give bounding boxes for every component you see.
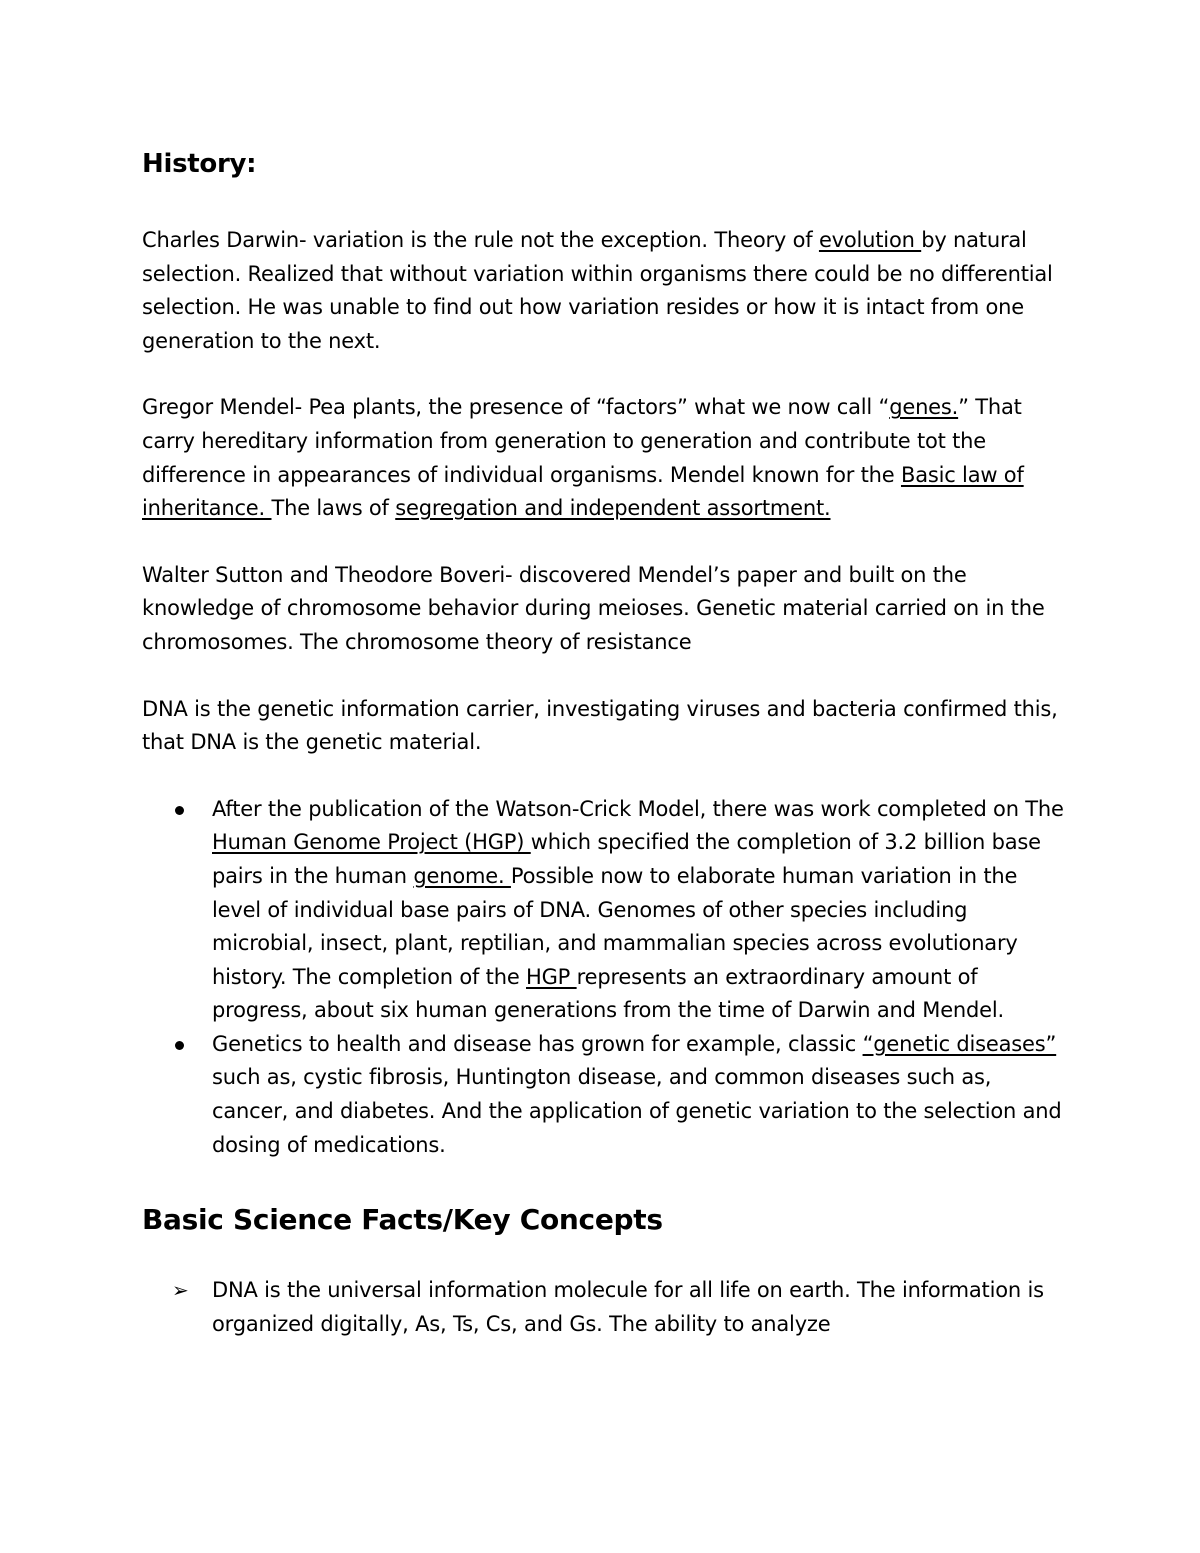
document-page [142, 140, 1072, 1341]
bullet-icon [175, 806, 184, 815]
genes-underlined: genes. [889, 395, 959, 420]
genetic-diseases-underlined: “genetic diseases” [862, 1031, 1057, 1056]
list-item [142, 1028, 1072, 1162]
hgp-abbrev-underlined: HGP [526, 964, 577, 989]
sutton-boveri-paragraph: Walter Sutton and Theodore Boveri- discovered Mendel’s paper and built on the knowledge of chromosome behavior during meioses. Genetic material carried on in the chromosomes. The chromosome theory of resistance [142, 562, 1045, 654]
hgp-text-1: After the publication of the Watson-Crick Model, there was work completed on The [212, 796, 1064, 821]
basic-law-underlined: Basic law of inheritance. [142, 462, 1024, 521]
hgp-text-4: represents an extraordinary amount of progress, about six human generations from the time of Darwin and Mendel. [212, 964, 1004, 1023]
history-bullet-list [142, 793, 1072, 1163]
key-concepts-list [142, 1274, 1072, 1341]
list-item [142, 793, 1072, 1028]
mendel-text-2: ” That carry hereditary information from generation to generation and contribute tot the difference in appearances of individual organisms. Mendel known for the [142, 395, 1022, 487]
mendel-text-3: The laws of [271, 496, 396, 521]
darwin-text-1: Charles Darwin- variation is the rule not the exception. Theory of [142, 228, 819, 252]
basic-science-heading: Basic Science Facts/Key Concepts [142, 1203, 663, 1237]
hgp-text-2: which specified the completion of 3.2 billion base pairs in the human [212, 830, 1041, 888]
darwin-text-2: by natural selection. Realized that without variation within organisms there could be no differential selection. He was unable to find out how variation resides or how it is intact from one generation to the next. [142, 228, 1053, 353]
hgp-underlined: Human Genome Project (HGP) [212, 830, 531, 855]
darwin-paragraph [142, 224, 1072, 358]
segregation-underlined: segregation and independent assortment. [395, 496, 831, 521]
mendel-text-1: Gregor Mendel- Pea plants, the presence of “factors” what we now call “ [142, 395, 890, 420]
hgp-text-3: Possible now to elaborate human variation in the level of individual base pairs of DNA. Genomes of other species including microbial, insect, plant, reptilian, and mammalian species across evolutionary history. The completion of the [212, 863, 1018, 989]
genetics-text-2: such as, cystic fibrosis, Huntington disease, and common diseases such as, cancer, and diabetes. And the application of genetic variation to the selection and dosing of medications. [212, 1065, 1062, 1157]
genetics-text-1: Genetics to health and disease has grown for example, classic [212, 1031, 863, 1056]
arrow-bullet-icon: ➢ [172, 1278, 189, 1303]
genome-underlined: genome. [413, 863, 511, 888]
dna-universal-text: DNA is the universal information molecule for all life on earth. The information is organized digitally, As, Ts, Cs, and Gs. The ability to analyze [212, 1278, 1044, 1336]
mendel-paragraph [142, 391, 1072, 525]
bullet-icon [175, 1041, 184, 1050]
evolution-underlined: evolution [818, 228, 922, 252]
history-heading: History: [142, 149, 257, 179]
list-item [142, 1274, 1072, 1341]
dna-carrier-paragraph: DNA is the genetic information carrier, investigating viruses and bacteria confirmed this, that DNA is the genetic material. [142, 696, 1058, 755]
